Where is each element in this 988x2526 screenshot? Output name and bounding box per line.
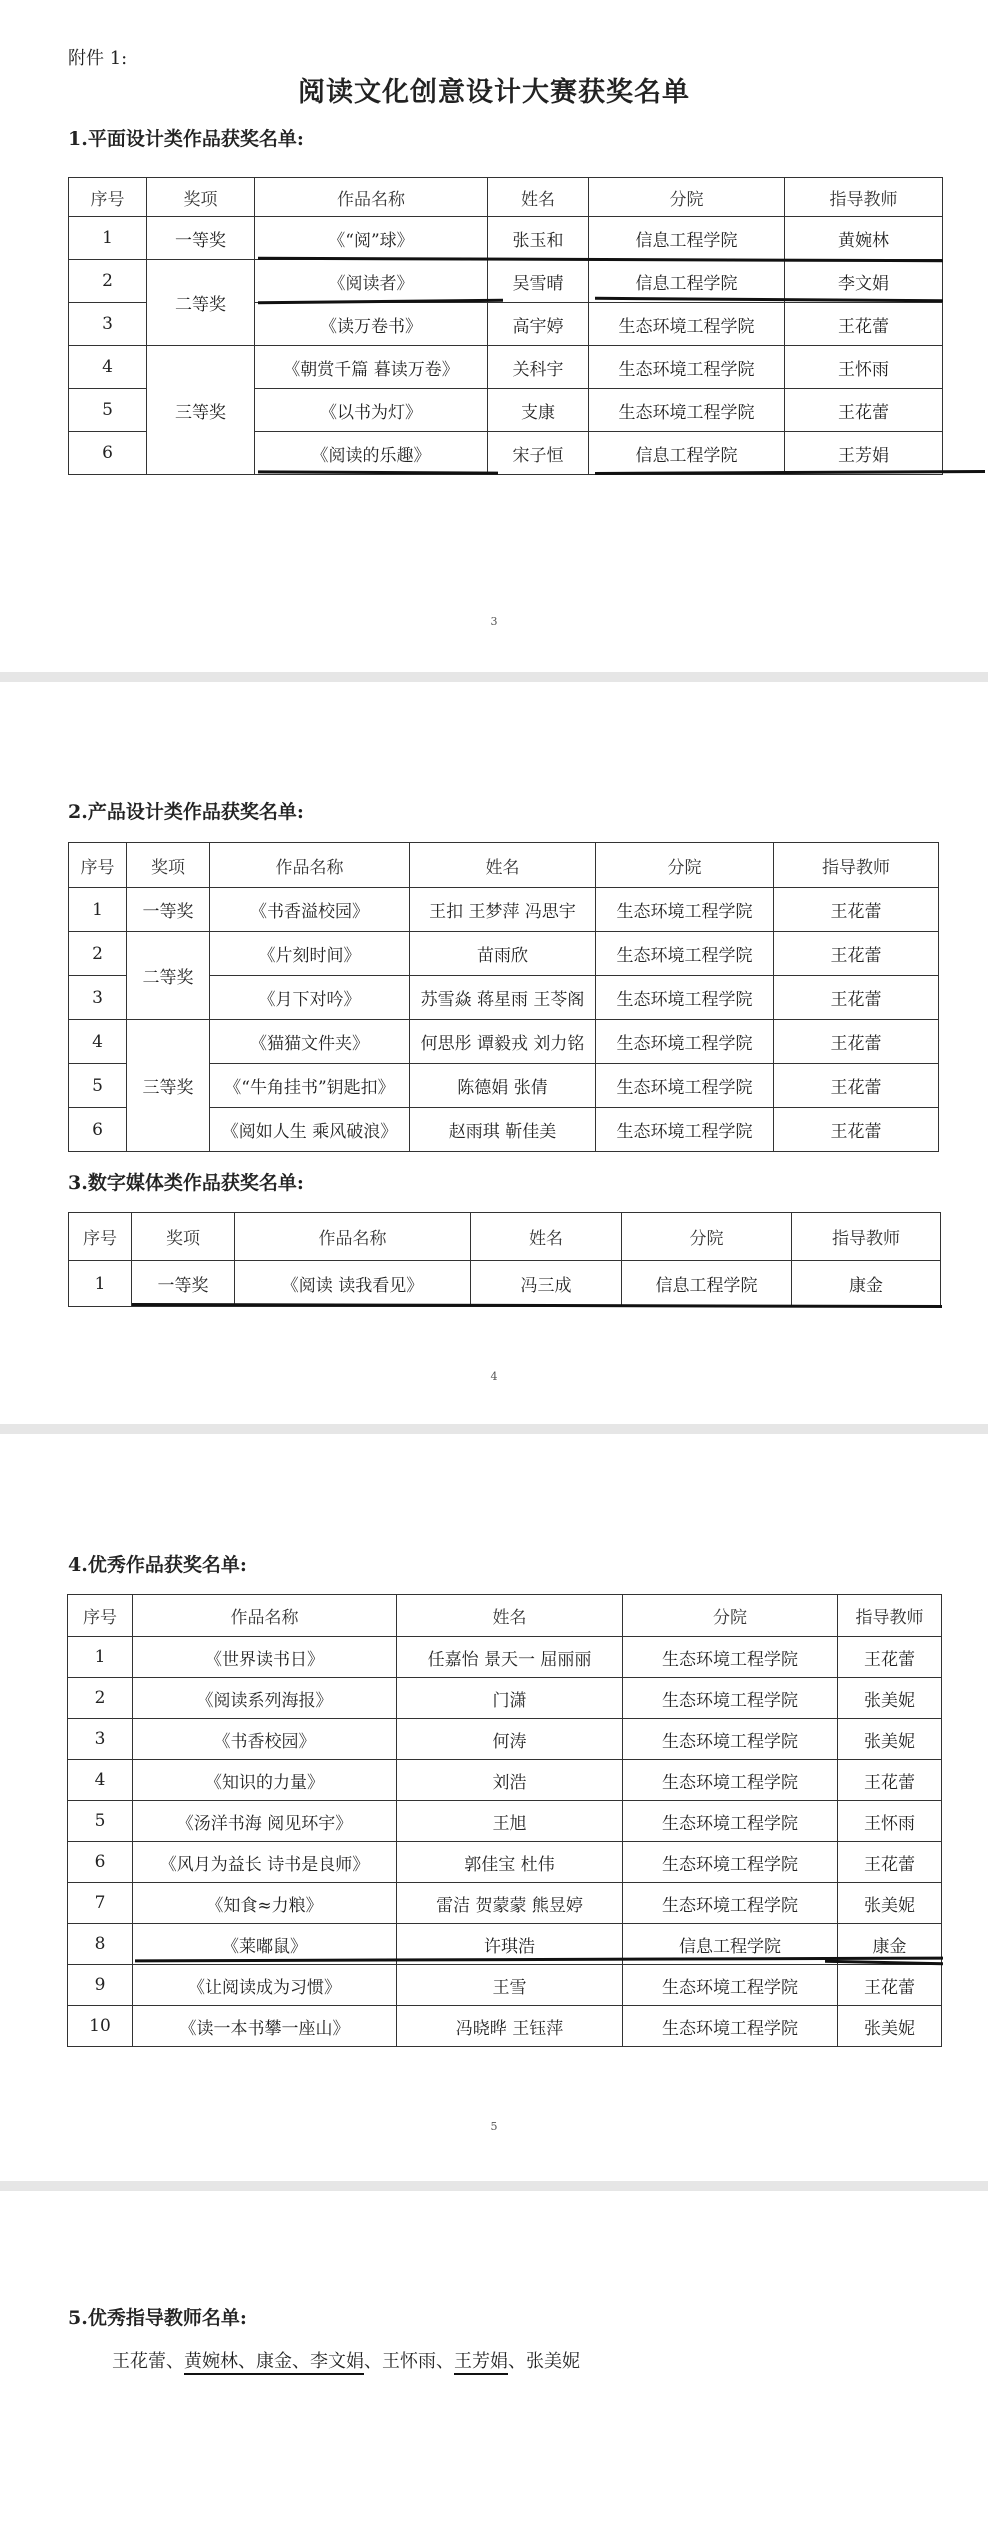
cell-name: 高宇婷 <box>488 303 589 346</box>
cell-teacher: 王怀雨 <box>838 1801 942 1842</box>
cell-college: 信息工程学院 <box>623 1924 838 1965</box>
header-teacher: 指导教师 <box>785 178 943 217</box>
cell-teacher: 王花蕾 <box>838 1637 942 1678</box>
cell-teacher: 王花蕾 <box>838 1965 942 2006</box>
cell-name: 雷洁 贺蒙蒙 熊昱婷 <box>397 1883 623 1924</box>
cell-college: 生态环境工程学院 <box>596 1108 774 1152</box>
separator: 、 <box>436 2351 454 2372</box>
table-row <box>68 2006 942 2047</box>
header-award: 奖项 <box>132 1213 235 1261</box>
cell-award: 一等奖 <box>127 888 210 932</box>
separator: 、 <box>508 2351 526 2372</box>
page-5 <box>0 1434 988 2181</box>
cell-no: 2 <box>68 1678 133 1719</box>
cell-no: 3 <box>69 303 147 346</box>
cell-teacher: 王花蕾 <box>774 1020 939 1064</box>
cell-college: 生态环境工程学院 <box>623 1965 838 2006</box>
cell-college: 生态环境工程学院 <box>623 1719 838 1760</box>
table-row <box>69 346 943 389</box>
header-college: 分院 <box>622 1213 792 1261</box>
cell-teacher: 王芳娟 <box>785 432 943 475</box>
cell-no: 7 <box>68 1883 133 1924</box>
cell-award: 三等奖 <box>147 346 255 475</box>
cell-name: 苗雨欣 <box>410 932 596 976</box>
cell-name: 王旭 <box>397 1801 623 1842</box>
cell-no: 6 <box>68 1842 133 1883</box>
cell-no: 5 <box>69 389 147 432</box>
cell-no: 6 <box>69 432 147 475</box>
cell-name: 赵雨琪 靳佳美 <box>410 1108 596 1152</box>
page-6 <box>0 2191 988 2526</box>
cell-name: 冯三成 <box>471 1261 622 1307</box>
header-no: 序号 <box>69 178 147 217</box>
header-work: 作品名称 <box>210 843 410 888</box>
cell-no: 5 <box>68 1801 133 1842</box>
cell-teacher: 王花蕾 <box>774 1108 939 1152</box>
header-work: 作品名称 <box>255 178 488 217</box>
cell-no: 8 <box>68 1924 133 1965</box>
graphic-design-table <box>68 177 943 475</box>
cell-teacher: 王怀雨 <box>785 346 943 389</box>
cell-college: 生态环境工程学院 <box>596 976 774 1020</box>
excellent-works-table <box>67 1594 942 2047</box>
table-row <box>69 1020 939 1064</box>
header-college: 分院 <box>596 843 774 888</box>
cell-no: 10 <box>68 2006 133 2047</box>
cell-work: 《“牛角挂书”钥匙扣》 <box>210 1064 410 1108</box>
page-number: 4 <box>490 1370 498 1383</box>
table-row <box>68 1678 942 1719</box>
cell-work: 《汤洋书海 阅见环宇》 <box>133 1801 397 1842</box>
cell-no: 4 <box>69 346 147 389</box>
cell-college: 生态环境工程学院 <box>589 346 785 389</box>
separator: 、 <box>238 2351 256 2372</box>
cell-no: 2 <box>69 260 147 303</box>
cell-college: 生态环境工程学院 <box>623 1678 838 1719</box>
teacher-name: 王怀雨 <box>382 2351 436 2372</box>
header-name: 姓名 <box>488 178 589 217</box>
page-4 <box>0 682 988 1424</box>
cell-award: 三等奖 <box>127 1020 210 1152</box>
cell-college: 信息工程学院 <box>589 432 785 475</box>
header-name: 姓名 <box>397 1595 623 1637</box>
table-row <box>68 1760 942 1801</box>
section-2-title: 2.产品设计类作品获奖名单: <box>68 801 304 823</box>
header-no: 序号 <box>69 843 127 888</box>
cell-teacher: 王花蕾 <box>838 1842 942 1883</box>
cell-award: 一等奖 <box>147 217 255 260</box>
table-row <box>69 888 939 932</box>
cell-college: 生态环境工程学院 <box>596 1064 774 1108</box>
cell-work: 《以书为灯》 <box>255 389 488 432</box>
cell-no: 4 <box>69 1020 127 1064</box>
table-row <box>68 1637 942 1678</box>
table-row <box>69 932 939 976</box>
cell-work: 《莱嘟鼠》 <box>133 1924 397 1965</box>
cell-teacher: 王花蕾 <box>785 389 943 432</box>
digital-media-table <box>68 1212 941 1307</box>
cell-work: 《知食≈力粮》 <box>133 1883 397 1924</box>
teacher-name: 黄婉林 <box>184 2351 238 2372</box>
cell-work: 《“阅”球》 <box>255 217 488 260</box>
cell-award: 一等奖 <box>132 1261 235 1307</box>
table-row <box>68 1842 942 1883</box>
table-row <box>68 1719 942 1760</box>
cell-no: 1 <box>69 1261 132 1307</box>
cell-college: 生态环境工程学院 <box>623 1801 838 1842</box>
cell-teacher: 黄婉林 <box>785 217 943 260</box>
cell-name: 张玉和 <box>488 217 589 260</box>
separator: 、 <box>364 2351 382 2372</box>
header-name: 姓名 <box>410 843 596 888</box>
cell-college: 生态环境工程学院 <box>623 2006 838 2047</box>
cell-name: 吴雪晴 <box>488 260 589 303</box>
cell-college: 信息工程学院 <box>589 217 785 260</box>
cell-no: 9 <box>68 1965 133 2006</box>
header-teacher: 指导教师 <box>792 1213 941 1261</box>
cell-name: 王雪 <box>397 1965 623 2006</box>
cell-work: 《阅读系列海报》 <box>133 1678 397 1719</box>
separator: 、 <box>166 2351 184 2372</box>
teacher-name: 张美妮 <box>526 2351 580 2372</box>
cell-teacher: 张美妮 <box>838 1883 942 1924</box>
cell-name: 许琪浩 <box>397 1924 623 1965</box>
header-award: 奖项 <box>127 843 210 888</box>
cell-work: 《月下对吟》 <box>210 976 410 1020</box>
cell-teacher: 王花蕾 <box>785 303 943 346</box>
cell-no: 3 <box>69 976 127 1020</box>
cell-teacher: 康金 <box>792 1261 941 1307</box>
product-design-table <box>68 842 939 1152</box>
cell-name: 任嘉怡 景天一 屈丽丽 <box>397 1637 623 1678</box>
table-header-row <box>69 178 943 217</box>
cell-work: 《阅读 读我看见》 <box>235 1261 471 1307</box>
header-name: 姓名 <box>471 1213 622 1261</box>
cell-teacher: 张美妮 <box>838 1678 942 1719</box>
cell-work: 《阅读的乐趣》 <box>255 432 488 475</box>
cell-name: 关科宇 <box>488 346 589 389</box>
cell-college: 生态环境工程学院 <box>623 1760 838 1801</box>
table-header-row <box>68 1595 942 1637</box>
cell-work: 《读万卷书》 <box>255 303 488 346</box>
header-teacher: 指导教师 <box>774 843 939 888</box>
cell-work: 《书香溢校园》 <box>210 888 410 932</box>
document-title: 阅读文化创意设计大赛获奖名单 <box>298 77 690 108</box>
header-teacher: 指导教师 <box>838 1595 942 1637</box>
header-college: 分院 <box>589 178 785 217</box>
header-college: 分院 <box>623 1595 838 1637</box>
cell-teacher: 张美妮 <box>838 1719 942 1760</box>
table-row <box>68 1883 942 1924</box>
cell-no: 1 <box>69 888 127 932</box>
cell-name: 郭佳宝 杜伟 <box>397 1842 623 1883</box>
teacher-list <box>112 2347 580 2373</box>
cell-work: 《阅读者》 <box>255 260 488 303</box>
cell-work: 《阅如人生 乘风破浪》 <box>210 1108 410 1152</box>
cell-name: 何思彤 谭毅戎 刘力铭 <box>410 1020 596 1064</box>
table-row <box>69 217 943 260</box>
header-no: 序号 <box>69 1213 132 1261</box>
cell-college: 生态环境工程学院 <box>589 303 785 346</box>
cell-work: 《风月为益长 诗书是良师》 <box>133 1842 397 1883</box>
cell-name: 王扣 王梦萍 冯思宇 <box>410 888 596 932</box>
cell-work: 《书香校园》 <box>133 1719 397 1760</box>
cell-award: 二等奖 <box>127 932 210 1020</box>
cell-name: 刘浩 <box>397 1760 623 1801</box>
cell-teacher: 王花蕾 <box>774 976 939 1020</box>
cell-no: 1 <box>69 217 147 260</box>
cell-name: 苏雪焱 蒋星雨 王苓阁 <box>410 976 596 1020</box>
cell-college: 生态环境工程学院 <box>596 888 774 932</box>
cell-teacher: 王花蕾 <box>838 1760 942 1801</box>
cell-name: 宋子恒 <box>488 432 589 475</box>
page-3 <box>0 0 988 672</box>
cell-work: 《片刻时间》 <box>210 932 410 976</box>
cell-teacher: 康金 <box>838 1924 942 1965</box>
table-header-row <box>69 843 939 888</box>
cell-teacher: 王花蕾 <box>774 932 939 976</box>
cell-college: 信息工程学院 <box>622 1261 792 1307</box>
cell-name: 陈德娟 张倩 <box>410 1064 596 1108</box>
table-row <box>69 260 943 303</box>
cell-college: 生态环境工程学院 <box>623 1842 838 1883</box>
cell-work: 《让阅读成为习惯》 <box>133 1965 397 2006</box>
cell-no: 6 <box>69 1108 127 1152</box>
cell-college: 生态环境工程学院 <box>589 389 785 432</box>
teacher-name: 康金 <box>256 2351 292 2372</box>
cell-no: 2 <box>69 932 127 976</box>
teacher-name: 李文娟 <box>310 2351 364 2372</box>
cell-no: 4 <box>68 1760 133 1801</box>
table-header-row <box>69 1213 941 1261</box>
cell-work: 《知识的力量》 <box>133 1760 397 1801</box>
cell-no: 3 <box>68 1719 133 1760</box>
cell-work: 《猫猫文件夹》 <box>210 1020 410 1064</box>
page-number: 5 <box>490 2120 498 2133</box>
cell-no: 5 <box>69 1064 127 1108</box>
header-work: 作品名称 <box>133 1595 397 1637</box>
cell-name: 门潇 <box>397 1678 623 1719</box>
cell-college: 生态环境工程学院 <box>623 1637 838 1678</box>
cell-work: 《世界读书日》 <box>133 1637 397 1678</box>
section-1-title: 1.平面设计类作品获奖名单: <box>68 128 304 150</box>
cell-college: 生态环境工程学院 <box>596 932 774 976</box>
cell-no: 1 <box>68 1637 133 1678</box>
cell-name: 冯晓晔 王钰萍 <box>397 2006 623 2047</box>
section-5-title: 5.优秀指导教师名单: <box>68 2307 247 2329</box>
cell-college: 生态环境工程学院 <box>623 1883 838 1924</box>
cell-teacher: 李文娟 <box>785 260 943 303</box>
cell-teacher: 王花蕾 <box>774 1064 939 1108</box>
table-row <box>68 1965 942 2006</box>
cell-work: 《读一本书攀一座山》 <box>133 2006 397 2047</box>
teacher-name: 王芳娟 <box>454 2351 508 2375</box>
attachment-label: 附件 1: <box>68 48 128 69</box>
table-row <box>69 1261 941 1307</box>
separator: 、 <box>292 2351 310 2372</box>
table-row <box>68 1801 942 1842</box>
cell-college: 生态环境工程学院 <box>596 1020 774 1064</box>
cell-teacher: 张美妮 <box>838 2006 942 2047</box>
section-3-title: 3.数字媒体类作品获奖名单: <box>68 1172 304 1194</box>
page-number: 3 <box>490 615 498 628</box>
teacher-name: 王花蕾 <box>112 2351 166 2372</box>
cell-college: 信息工程学院 <box>589 260 785 303</box>
cell-award: 二等奖 <box>147 260 255 346</box>
header-no: 序号 <box>68 1595 133 1637</box>
cell-name: 支康 <box>488 389 589 432</box>
cell-teacher: 王花蕾 <box>774 888 939 932</box>
cell-work: 《朝赏千篇 暮读万卷》 <box>255 346 488 389</box>
cell-name: 何涛 <box>397 1719 623 1760</box>
header-work: 作品名称 <box>235 1213 471 1261</box>
section-4-title: 4.优秀作品获奖名单: <box>68 1554 247 1576</box>
header-award: 奖项 <box>147 178 255 217</box>
